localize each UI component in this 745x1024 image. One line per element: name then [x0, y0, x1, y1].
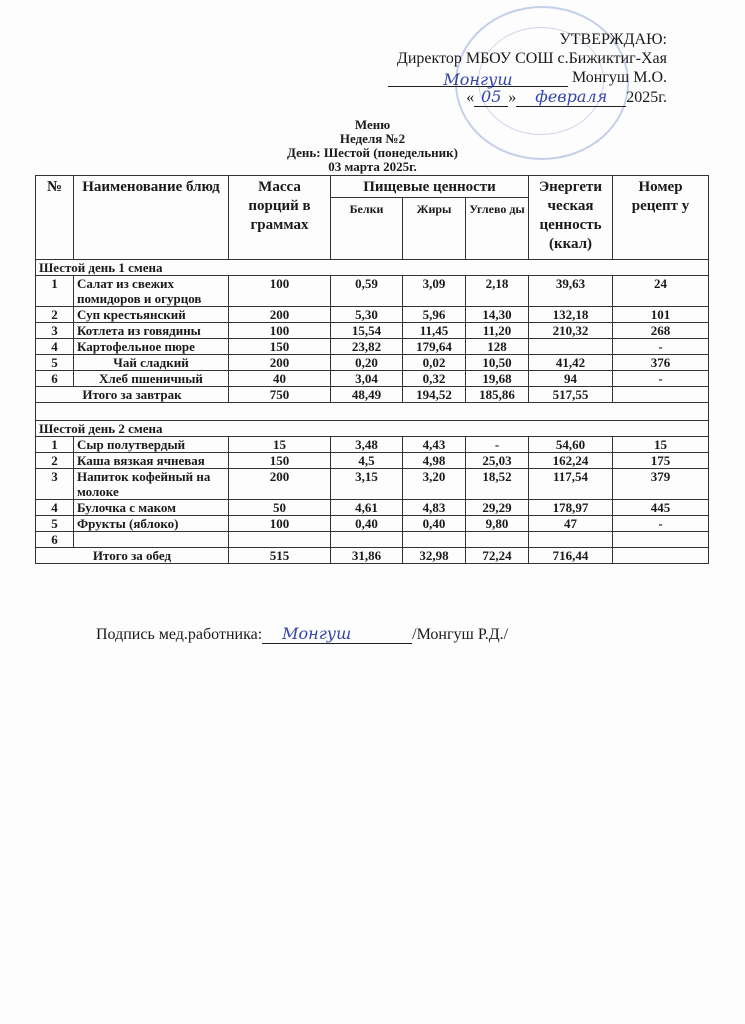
table-row	[36, 307, 709, 323]
cell-dish-name: Суп крестьянский	[74, 307, 229, 323]
cell-protein: 5,30	[331, 307, 403, 323]
medical-worker-name: /Монгуш Р.Д./	[412, 626, 509, 643]
approval-date	[466, 87, 667, 107]
cell-protein: 23,82	[331, 339, 403, 355]
table-row	[36, 453, 709, 469]
week-title: Неделя №2	[339, 131, 406, 146]
signature-line	[262, 624, 412, 644]
cell-energy: 47	[529, 516, 613, 532]
cell-protein: 3,48	[331, 437, 403, 453]
total-row	[36, 387, 709, 403]
director-name: Монгуш М.О.	[571, 69, 667, 86]
cell-recipe	[613, 532, 709, 548]
cell-carbs	[466, 532, 529, 548]
cell-fat: 0,40	[403, 516, 466, 532]
cell-dish-name: Булочка с маком	[74, 500, 229, 516]
header-recipe: Номер рецепт у	[613, 176, 709, 260]
section-title: Шестой день 2 смена	[36, 421, 709, 437]
approval-signature-line	[388, 68, 667, 87]
day-title: День: Шестой (понедельник)	[287, 145, 458, 160]
cell-recipe: 15	[613, 437, 709, 453]
cell-fat: 0,02	[403, 355, 466, 371]
table-row	[36, 276, 709, 307]
total-protein: 48,49	[331, 387, 403, 403]
cell-carbs: 11,20	[466, 323, 529, 339]
cell-num: 1	[36, 437, 74, 453]
approval-title: УТВЕРЖДАЮ:	[559, 31, 667, 48]
total-mass: 750	[229, 387, 331, 403]
cell-protein: 4,61	[331, 500, 403, 516]
cell-energy: 41,42	[529, 355, 613, 371]
cell-mass: 100	[229, 516, 331, 532]
quote-open: «	[466, 89, 475, 106]
cell-dish-name: Каша вязкая ячневая	[74, 453, 229, 469]
cell-mass: 200	[229, 469, 331, 500]
cell-mass: 100	[229, 276, 331, 307]
cell-num: 3	[36, 323, 74, 339]
total-energy: 716,44	[529, 548, 613, 564]
cell-num: 2	[36, 307, 74, 323]
cell-dish-name: Сыр полутвердый	[74, 437, 229, 453]
cell-num: 3	[36, 469, 74, 500]
header-fat: Жиры	[403, 198, 466, 260]
cell-dish-name: Чай сладкий	[74, 355, 229, 371]
cell-dish-name: Салат из свежих помидоров и огурцов	[74, 276, 229, 307]
cell-mass: 40	[229, 371, 331, 387]
date-day: 05	[474, 87, 508, 107]
medical-signature-label: Подпись мед.работника:	[96, 626, 263, 643]
total-mass: 515	[229, 548, 331, 564]
spacer-cell	[36, 403, 709, 421]
cell-fat: 11,45	[403, 323, 466, 339]
header-mass: Масса порций в граммах	[229, 176, 331, 260]
cell-carbs: 25,03	[466, 453, 529, 469]
cell-dish-name: Напиток кофейный на молоке	[74, 469, 229, 500]
cell-num: 4	[36, 500, 74, 516]
cell-mass: 100	[229, 323, 331, 339]
cell-recipe: 101	[613, 307, 709, 323]
cell-fat	[403, 532, 466, 548]
cell-carbs: -	[466, 437, 529, 453]
header-nutrition: Пищевые ценности	[331, 176, 529, 198]
cell-fat: 4,43	[403, 437, 466, 453]
header-name: Наименование блюд	[74, 176, 229, 260]
cell-dish-name: Хлеб пшеничный	[74, 371, 229, 387]
cell-energy: 39,63	[529, 276, 613, 307]
cell-dish-name: Картофельное пюре	[74, 339, 229, 355]
cell-protein: 0,59	[331, 276, 403, 307]
total-label: Итого за завтрак	[36, 387, 229, 403]
cell-recipe: 379	[613, 469, 709, 500]
cell-protein	[331, 532, 403, 548]
cell-recipe: -	[613, 371, 709, 387]
total-carbs: 185,86	[466, 387, 529, 403]
cell-recipe: 175	[613, 453, 709, 469]
cell-carbs: 14,30	[466, 307, 529, 323]
cell-energy: 94	[529, 371, 613, 387]
cell-recipe: 268	[613, 323, 709, 339]
date-title: 03 марта 2025г.	[328, 159, 417, 174]
total-protein: 31,86	[331, 548, 403, 564]
date-year: 2025г.	[626, 89, 667, 106]
cell-protein: 4,5	[331, 453, 403, 469]
cell-protein: 15,54	[331, 323, 403, 339]
cell-energy: 117,54	[529, 469, 613, 500]
cell-mass	[229, 532, 331, 548]
cell-num: 2	[36, 453, 74, 469]
total-label: Итого за обед	[36, 548, 229, 564]
total-row	[36, 548, 709, 564]
cell-mass: 200	[229, 355, 331, 371]
cell-carbs: 19,68	[466, 371, 529, 387]
cell-carbs: 9,80	[466, 516, 529, 532]
cell-energy: 54,60	[529, 437, 613, 453]
cell-recipe: 376	[613, 355, 709, 371]
table-row	[36, 371, 709, 387]
cell-recipe: -	[613, 339, 709, 355]
total-recipe	[613, 548, 709, 564]
total-recipe	[613, 387, 709, 403]
medical-worker-signature: Монгуш	[282, 624, 352, 643]
table-row	[36, 532, 709, 548]
section-row	[36, 260, 709, 276]
table-row	[36, 437, 709, 453]
cell-carbs: 10,50	[466, 355, 529, 371]
table-row	[36, 516, 709, 532]
header-energy: Энергети ческая ценность (ккал)	[529, 176, 613, 260]
header-protein: Белки	[331, 198, 403, 260]
cell-dish-name: Котлета из говядины	[74, 323, 229, 339]
cell-protein: 0,40	[331, 516, 403, 532]
quote-close: »	[508, 89, 517, 106]
cell-fat: 3,20	[403, 469, 466, 500]
table-row	[36, 355, 709, 371]
cell-mass: 150	[229, 339, 331, 355]
menu-title: Меню	[354, 117, 391, 132]
total-fat: 194,52	[403, 387, 466, 403]
cell-num: 5	[36, 516, 74, 532]
cell-num: 5	[36, 355, 74, 371]
table-row	[36, 469, 709, 500]
section-row	[36, 421, 709, 437]
cell-protein: 3,04	[331, 371, 403, 387]
section-title: Шестой день 1 смена	[36, 260, 709, 276]
cell-mass: 15	[229, 437, 331, 453]
cell-fat: 4,83	[403, 500, 466, 516]
director-signature: Монгуш	[443, 70, 513, 89]
cell-protein: 3,15	[331, 469, 403, 500]
spacer-row	[36, 403, 709, 421]
cell-energy	[529, 532, 613, 548]
table-row	[36, 339, 709, 355]
cell-recipe: 445	[613, 500, 709, 516]
cell-dish-name: Фрукты (яблоко)	[74, 516, 229, 532]
medical-signature	[96, 626, 508, 644]
cell-mass: 150	[229, 453, 331, 469]
total-energy: 517,55	[529, 387, 613, 403]
cell-mass: 50	[229, 500, 331, 516]
table-row	[36, 323, 709, 339]
cell-protein: 0,20	[331, 355, 403, 371]
cell-energy: 210,32	[529, 323, 613, 339]
cell-energy: 162,24	[529, 453, 613, 469]
table-row	[36, 500, 709, 516]
cell-fat: 5,96	[403, 307, 466, 323]
cell-fat: 0,32	[403, 371, 466, 387]
header-num: №	[36, 176, 74, 260]
cell-fat: 179,64	[403, 339, 466, 355]
total-carbs: 72,24	[466, 548, 529, 564]
cell-mass: 200	[229, 307, 331, 323]
total-fat: 32,98	[403, 548, 466, 564]
cell-recipe: -	[613, 516, 709, 532]
cell-num: 6	[36, 532, 74, 548]
header-carbs: Углево ды	[466, 198, 529, 260]
cell-carbs: 18,52	[466, 469, 529, 500]
cell-carbs: 2,18	[466, 276, 529, 307]
cell-energy: 132,18	[529, 307, 613, 323]
menu-table	[35, 175, 709, 564]
date-month: февраля	[516, 87, 626, 107]
cell-energy	[529, 339, 613, 355]
cell-fat: 3,09	[403, 276, 466, 307]
cell-num: 1	[36, 276, 74, 307]
cell-recipe: 24	[613, 276, 709, 307]
cell-carbs: 29,29	[466, 500, 529, 516]
cell-num: 6	[36, 371, 74, 387]
cell-energy: 178,97	[529, 500, 613, 516]
cell-fat: 4,98	[403, 453, 466, 469]
cell-num: 4	[36, 339, 74, 355]
approval-position: Директор МБОУ СОШ с.Бижиктиг-Хая	[396, 50, 667, 67]
cell-dish-name	[74, 532, 229, 548]
cell-carbs: 128	[466, 339, 529, 355]
